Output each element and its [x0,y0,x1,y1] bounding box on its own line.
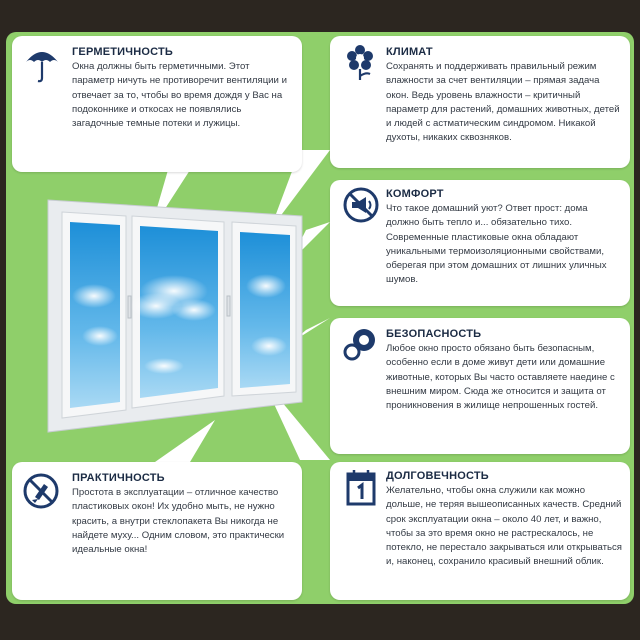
hermetic-text: Окна должны быть герметичными. Этот параметр ничуть не противоречит вентиляции и отвечает за то, чтобы во время дождя у Вас на подоконнике и откосах не появлялись загадочные темные потеки и лужицы. [72,61,287,130]
umbrella-icon [24,44,60,80]
durability-title: ДОЛГОВЕЧНОСТЬ [386,470,489,482]
no-brush-icon [22,472,58,508]
durability-text: Желательно, чтобы окна служили как можно дольше, не теряя вышеописанных качеств. Средний срок эксплуатации окна – около 40 лет, и важно, чтобы за это время окно не растрескалось, не потекло, не перестало закрываться или открываться и, наконец, сохранило красивый внешний облик. [386,485,622,568]
climate-title: КЛИМАТ [386,46,433,58]
practical-title: ПРАКТИЧНОСТЬ [72,472,165,484]
practical-text: Простота в эксплуатации – отличное качество пластиковых окон! Их удобно мыть, не нужно красить, а внутри стеклопакета Вы никогда не найдете муху... Одним словом, это практически идеальные окна! [72,487,285,556]
card-durability [330,462,630,600]
safety-title: БЕЗОПАСНОСТЬ [386,328,482,340]
hermetic-title: ГЕРМЕТИЧНОСТЬ [72,46,174,58]
card-comfort [330,180,630,306]
safety-text: Любое окно просто обязано быть безопасным, особенно если в доме живут дети или домашние животные, которых Вы часто оставляете наедине с внешним миром. Сюда же относится и защита от проникновения в жилище непрошенных гостей. [386,343,615,412]
no-noise-icon [342,186,378,222]
calendar-icon [342,468,378,504]
card-safety [330,318,630,454]
comfort-title: КОМФОРТ [386,188,444,200]
comfort-text: Что такое домашний уют? Ответ прост: дома должно быть тепло и... обязательно тихо. Современные пластиковые окна обладают уникальными термоизоляционными свойствами, оберегая при этом домашних от лишних уличных шумов. [386,203,607,286]
climate-text: Сохранять и поддерживать правильный режим влажности за счет вентиляции – прямая задача окон. Ведь уровень влажности – критичный параметр для растений, домашних животных, детей и людей с астматическим синдромом. Никакой духоты, никаких сквозняков. [386,61,620,144]
card-hermetic [12,36,302,172]
flower-icon [342,42,378,78]
card-practical [12,462,302,600]
pacifier-icon [342,324,378,360]
card-climate [330,36,630,168]
window-illustration [44,196,306,436]
